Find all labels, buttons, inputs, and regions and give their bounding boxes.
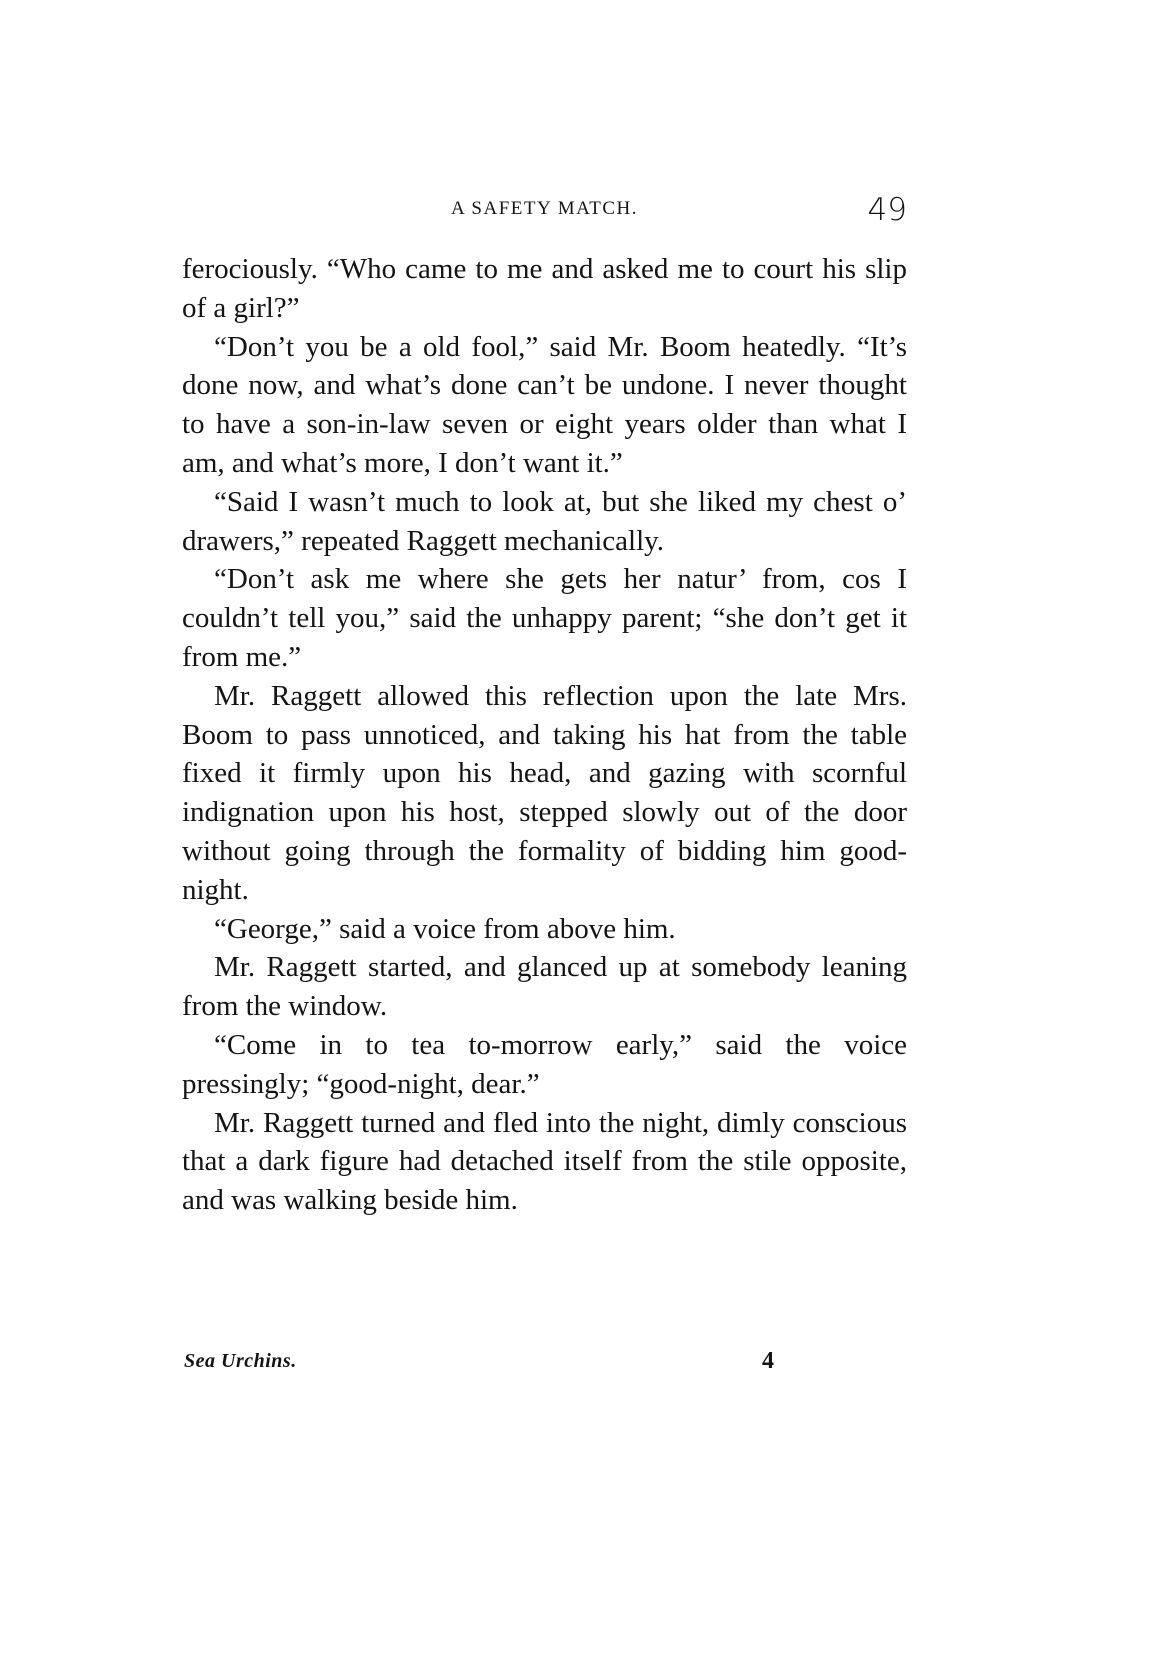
page-number: 49 [867, 192, 907, 228]
paragraph: “George,” said a voice from above him. [214, 912, 676, 945]
paragraph: “Don’t ask me where she gets her natur’ from, cos I couldn’t tell you,” said the unhappy parent; “she don’t get it from me.” [182, 563, 907, 673]
body-text [182, 250, 907, 1220]
paragraph: “Come in to tea to-morrow early,” said the voice pressingly; “good-night, dear.” [182, 1028, 907, 1100]
paragraph: ferociously. “Who came to me and asked me to court his slip of a girl?” [182, 253, 907, 324]
paragraph: Mr. Raggett turned and fled into the night, dimly conscious that a dark figure had detached itself from the stile opposite, and was walking beside him. [182, 1106, 907, 1217]
page-footer [182, 1350, 907, 1380]
paragraph: Mr. Raggett allowed this reflection upon the late Mrs. Boom to pass unnoticed, and taking his hat from the table fixed it firmly upon his head, and gazing with scornful indignation upon his host, stepped slowly out of the door without going through the formality of bidding him good-night. [182, 679, 907, 906]
paragraph: “Don’t you be a old fool,” said Mr. Boom heatedly. “It’s done now, and what’s done can’t be undone. I never thought to have a son-in-law seven or eight years older than what I am, and what’s more, I don’t want it.” [182, 330, 907, 479]
paragraph: “Said I wasn’t much to look at, but she liked my chest o’ drawers,” repeated Raggett mechanically. [182, 485, 907, 557]
running-head [182, 192, 907, 232]
paragraph: Mr. Raggett started, and glanced up at somebody leaning from the window. [182, 951, 907, 1023]
signature-number: 4 [762, 1348, 774, 1374]
signature-title: Sea Urchins. [184, 1350, 297, 1372]
running-title: A SAFETY MATCH. [450, 198, 638, 219]
